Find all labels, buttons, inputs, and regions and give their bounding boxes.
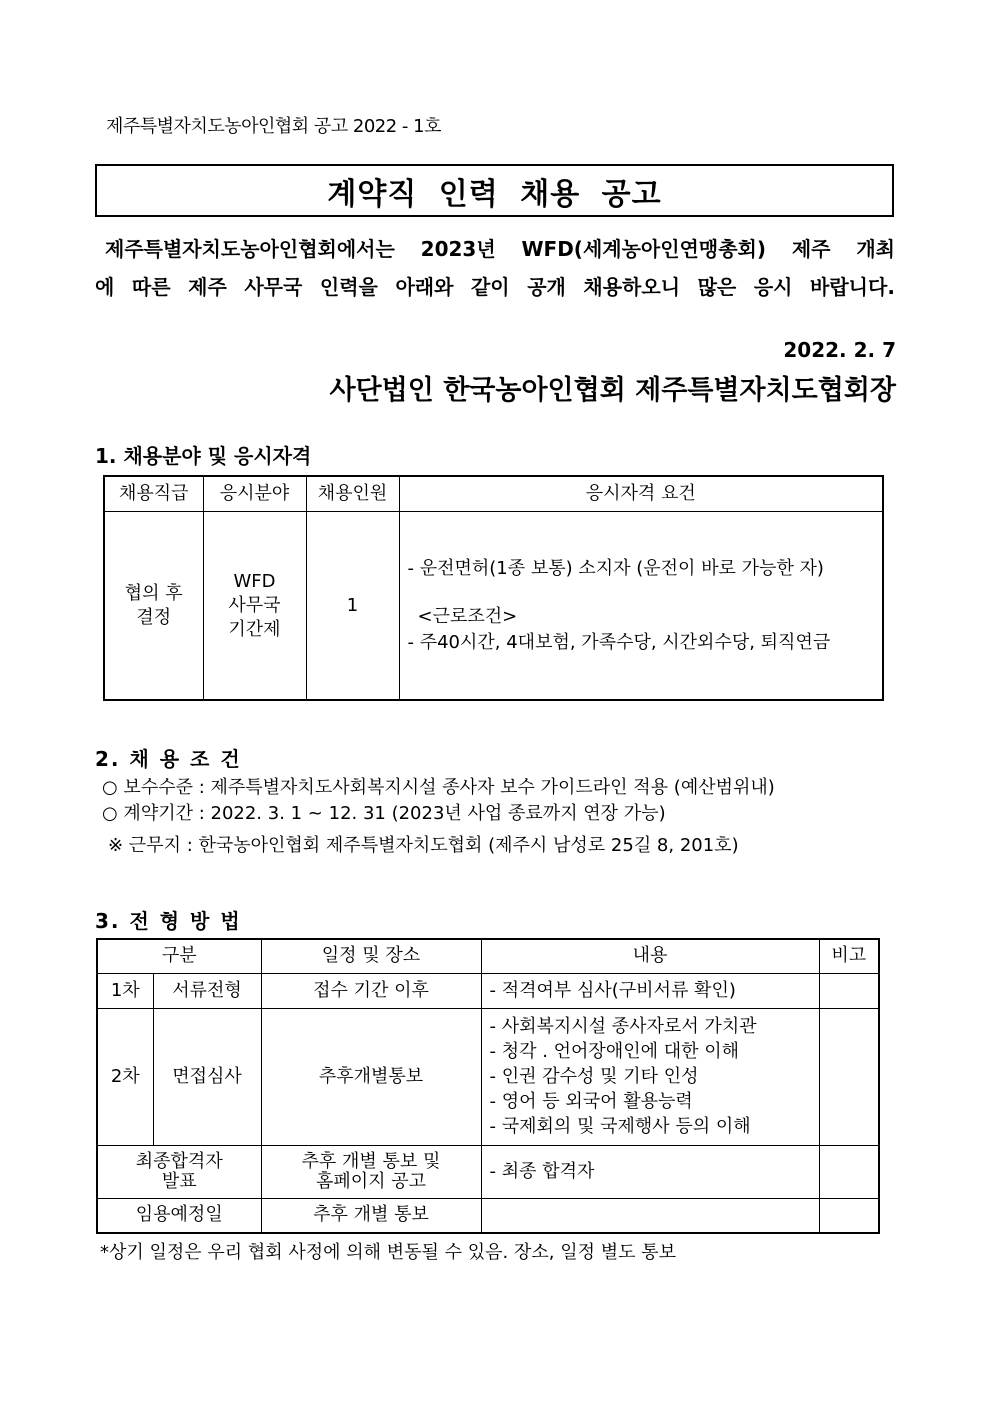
content-line: - 영어 등 외국어 활용능력 <box>489 1091 693 1112</box>
grade-line: 협의 후 <box>124 582 183 604</box>
grade-cell <box>104 512 203 701</box>
note-cell <box>819 1008 879 1145</box>
selection-process-table <box>96 938 880 1234</box>
table-row <box>97 1145 879 1198</box>
condition-salary: ○ 보수수준 : 제주특별자치도사회복지시설 종사자 보수 가이드라인 적용 (예산범위내) <box>102 777 775 798</box>
intro-word: 공개 <box>527 275 566 299</box>
content-line: - 인권 감수성 및 기타 인성 <box>489 1066 699 1087</box>
table-header-row <box>97 939 879 973</box>
intro-word: WFD(세계농아인연맹총회) <box>521 237 766 261</box>
grade-line: 결정 <box>136 606 172 628</box>
note-cell <box>819 973 879 1008</box>
notice-date: 2022. 2. 7 <box>783 338 896 362</box>
conditions-text: - 주40시간, 4대보험, 가족수당, 시간외수당, 퇴직연금 <box>407 631 831 653</box>
field-cell <box>203 512 306 701</box>
type-cell: 임용예정일 <box>97 1198 261 1233</box>
column-header: 채용인원 <box>306 476 399 512</box>
type-cell: 면접심사 <box>153 1008 261 1145</box>
content-cell <box>481 1198 819 1233</box>
content-line: - 국제회의 및 국제행사 등의 이해 <box>489 1116 751 1137</box>
intro-line-1 <box>95 230 895 268</box>
issuing-organization: 사단법인 한국농아인협회 제주특별자치도협회장 <box>329 375 896 406</box>
schedule-line: 추후 개별 통보 및 <box>301 1150 441 1172</box>
column-header: 내용 <box>481 939 819 973</box>
intro-word: 제주특별자치도농아인협회에서는 <box>105 237 395 261</box>
intro-word: 응시 <box>753 275 793 299</box>
recruitment-table <box>103 475 884 701</box>
page-title: 계약직 인력 채용 공고 <box>327 176 662 212</box>
table-row <box>97 973 879 1008</box>
intro-word: 제주 <box>791 237 831 261</box>
intro-word: 같이 <box>470 275 510 299</box>
schedule-cell: 추후 개별 통보 <box>261 1198 481 1233</box>
column-header: 응시분야 <box>203 476 306 512</box>
content-cell: - 적격여부 심사(구비서류 확인) <box>481 973 819 1008</box>
table-row <box>97 1198 879 1233</box>
conditions-label: <근로조건> <box>417 605 518 627</box>
content-line: - 청각 . 언어장애인에 대한 이해 <box>489 1041 739 1062</box>
section-heading-1: 1. 채용분야 및 응시자격 <box>95 444 312 468</box>
content-cell: - 최종 합격자 <box>481 1145 819 1198</box>
condition-contract-period: ○ 계약기간 : 2022. 3. 1 ~ 12. 31 (2023년 사업 종료까지 연장 가능) <box>102 803 666 824</box>
intro-word: 따른 <box>131 275 171 299</box>
note-cell <box>819 1145 879 1198</box>
intro-word: 인력을 <box>319 275 378 299</box>
intro-word: 2023년 <box>420 237 496 261</box>
requirements-cell <box>399 512 883 701</box>
type-cell <box>97 1145 261 1198</box>
condition-workplace: ※ 근무지 : 한국농아인협회 제주특별자치도협회 (제주시 남성로 25길 8, 201호) <box>108 835 739 856</box>
table-header-row <box>104 476 883 512</box>
intro-word: 개최 <box>856 237 895 261</box>
content-cell <box>481 1008 819 1145</box>
note-cell <box>819 1198 879 1233</box>
intro-word: 바랍니다. <box>810 275 895 299</box>
table-row <box>97 1008 879 1145</box>
section-heading-2: 2. 채 용 조 건 <box>95 747 242 771</box>
intro-word: 많은 <box>697 275 737 299</box>
column-header: 구분 <box>97 939 261 973</box>
stage-cell: 1차 <box>97 973 153 1008</box>
count-cell: 1 <box>306 512 399 701</box>
field-line: 사무국 <box>228 594 281 616</box>
intro-paragraph <box>95 230 895 306</box>
schedule-cell: 접수 기간 이후 <box>261 973 481 1008</box>
column-header: 비고 <box>819 939 879 973</box>
column-header: 일정 및 장소 <box>261 939 481 973</box>
intro-word: 에 <box>95 275 115 299</box>
schedule-cell: 추후개별통보 <box>261 1008 481 1145</box>
type-cell: 서류전형 <box>153 973 261 1008</box>
column-header: 채용직급 <box>104 476 203 512</box>
table-row <box>104 512 883 701</box>
notice-number: 제주특별자치도농아인협회 공고 2022 - 1호 <box>106 116 441 137</box>
intro-word: 아래와 <box>395 275 454 299</box>
intro-word: 사무국 <box>244 275 303 299</box>
intro-line-2 <box>95 268 895 306</box>
schedule-footnote: *상기 일정은 우리 협회 사정에 의해 변동될 수 있음. 장소, 일정 별도 통보 <box>100 1242 676 1263</box>
qualification-text: - 운전면허(1종 보통) 소지자 (운전이 바로 가능한 자) <box>407 557 824 579</box>
title-box <box>95 164 894 217</box>
intro-word: 채용하오니 <box>583 275 681 299</box>
stage-cell: 2차 <box>97 1008 153 1145</box>
section-heading-3: 3. 전 형 방 법 <box>95 909 242 933</box>
type-line: 발표 <box>161 1170 197 1192</box>
column-header: 응시자격 요건 <box>399 476 883 512</box>
content-line: - 사회복지시설 종사자로서 가치관 <box>489 1016 757 1037</box>
field-line: WFD <box>233 570 276 592</box>
schedule-cell <box>261 1145 481 1198</box>
intro-word: 제주 <box>188 275 227 299</box>
schedule-line: 홈페이지 공고 <box>315 1170 427 1192</box>
field-line: 기간제 <box>228 618 281 640</box>
type-line: 최종합격자 <box>135 1150 223 1172</box>
